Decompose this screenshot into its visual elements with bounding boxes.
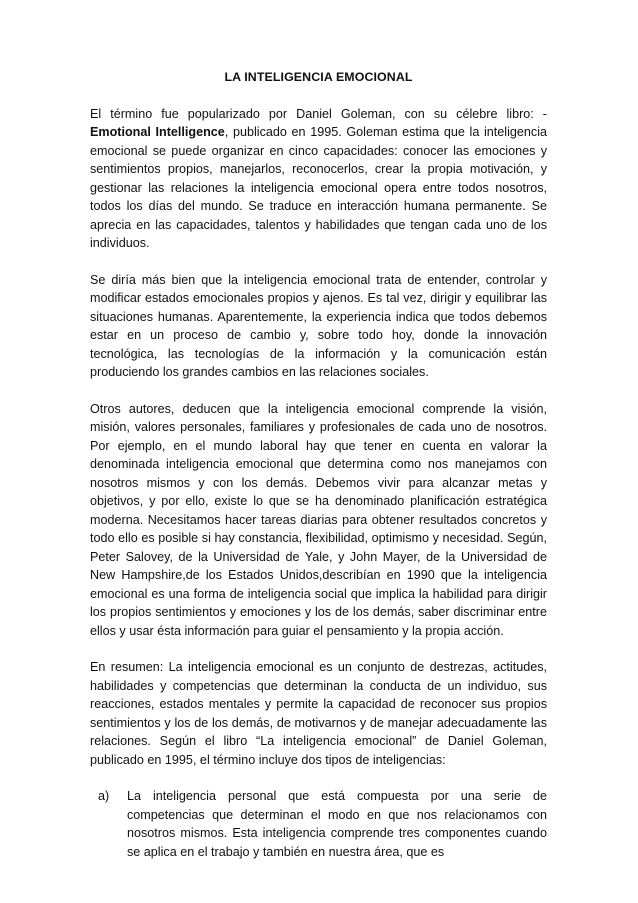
book-title: Emotional Intelligence: [90, 125, 225, 139]
list-item-text: La inteligencia personal que está compuesta por una serie de competencias que determinan el modo en que nos relacionamos con nosotros mismos. Esta inteligencia comprende tres componentes cuando se aplica en el trabajo y también en nuestra área, que es: [127, 789, 547, 859]
paragraph-3: Otros autores, deducen que la inteligencia emocional comprende la visión, misión, valores personales, familiares y profesionales de cada uno de nosotros. Por ejemplo, en el mundo laboral hay que tener en cuenta en valorar la denominada inteligencia emocional que determina como nos manejamos con nosotros mismos y con los demás. Debemos vivir para alcanzar metas y objetivos, y por ello, existe lo que se ha denominado planificación estratégica moderna. Necesitamos hacer tareas diarias para obtener resultados concretos y todo ello es posible si hay constancia, flexibilidad, optimismo y necesidad. Según, Peter Salovey, de la Universidad de Yale, y John Mayer, de la Universidad de New Hampshire,de los Estados Unidos,describían en 1990 que la inteligencia emocional es una forma de inteligencia social que implica la habilidad para dirigir los propios sentimientos y emociones y los de los demás, saber discriminar entre ellos y usar ésta información para guiar el pensamiento y la propia acción.: [90, 401, 547, 638]
paragraph-4: En resumen: La inteligencia emocional es un conjunto de destrezas, actitudes, habilidades y competencias que determinan la conducta de un individuo, sus reacciones, estados mentales y permite la capacidad de reconocer sus propios sentimientos y los de los demás, de motivarnos y de manejar adecuadamente las relaciones. Según el libro “La inteligencia emocional” de Daniel Goleman, publicado en 1995, el término incluye dos tipos de inteligencias:: [90, 660, 547, 767]
document-page: [90, 68, 547, 861]
intelligence-types-list: [90, 787, 547, 861]
list-item-marker: a): [98, 789, 110, 803]
list-item: [98, 787, 547, 861]
paragraph-1-rest: , publicado en 1995. Goleman estima que la inteligencia emocional se puede organizar en cinco capacidades: conocer las emociones y sentimientos propios, manejarlos, reconocerlos, crear la propia motivación, y gestionar las relaciones la inteligencia emocional opera entre todos nosotros, todos los días del mundo. Se traduce en interacción humana permanente. Se aprecia en las capacidades, talentos y habilidades que tengan cada uno de los individuos.: [90, 125, 547, 250]
paragraph-2: Se diría más bien que la inteligencia emocional trata de entender, controlar y modificar estados emocionales propios y ajenos. Es tal vez, dirigir y equilibrar las situaciones humanas. Aparentemente, la experiencia indica que todos debemos estar en un proceso de cambio y, sobre todo hoy, donde la innovación tecnológica, las tecnologías de la información y la comunicación están produciendo los grandes cambios en las relaciones sociales.: [90, 272, 547, 379]
document-title: LA INTELIGENCIA EMOCIONAL: [224, 70, 413, 84]
paragraph-1: [90, 105, 547, 253]
paragraph-1-intro: El término fue popularizado por Daniel Goleman, con su célebre libro: -: [90, 106, 547, 121]
